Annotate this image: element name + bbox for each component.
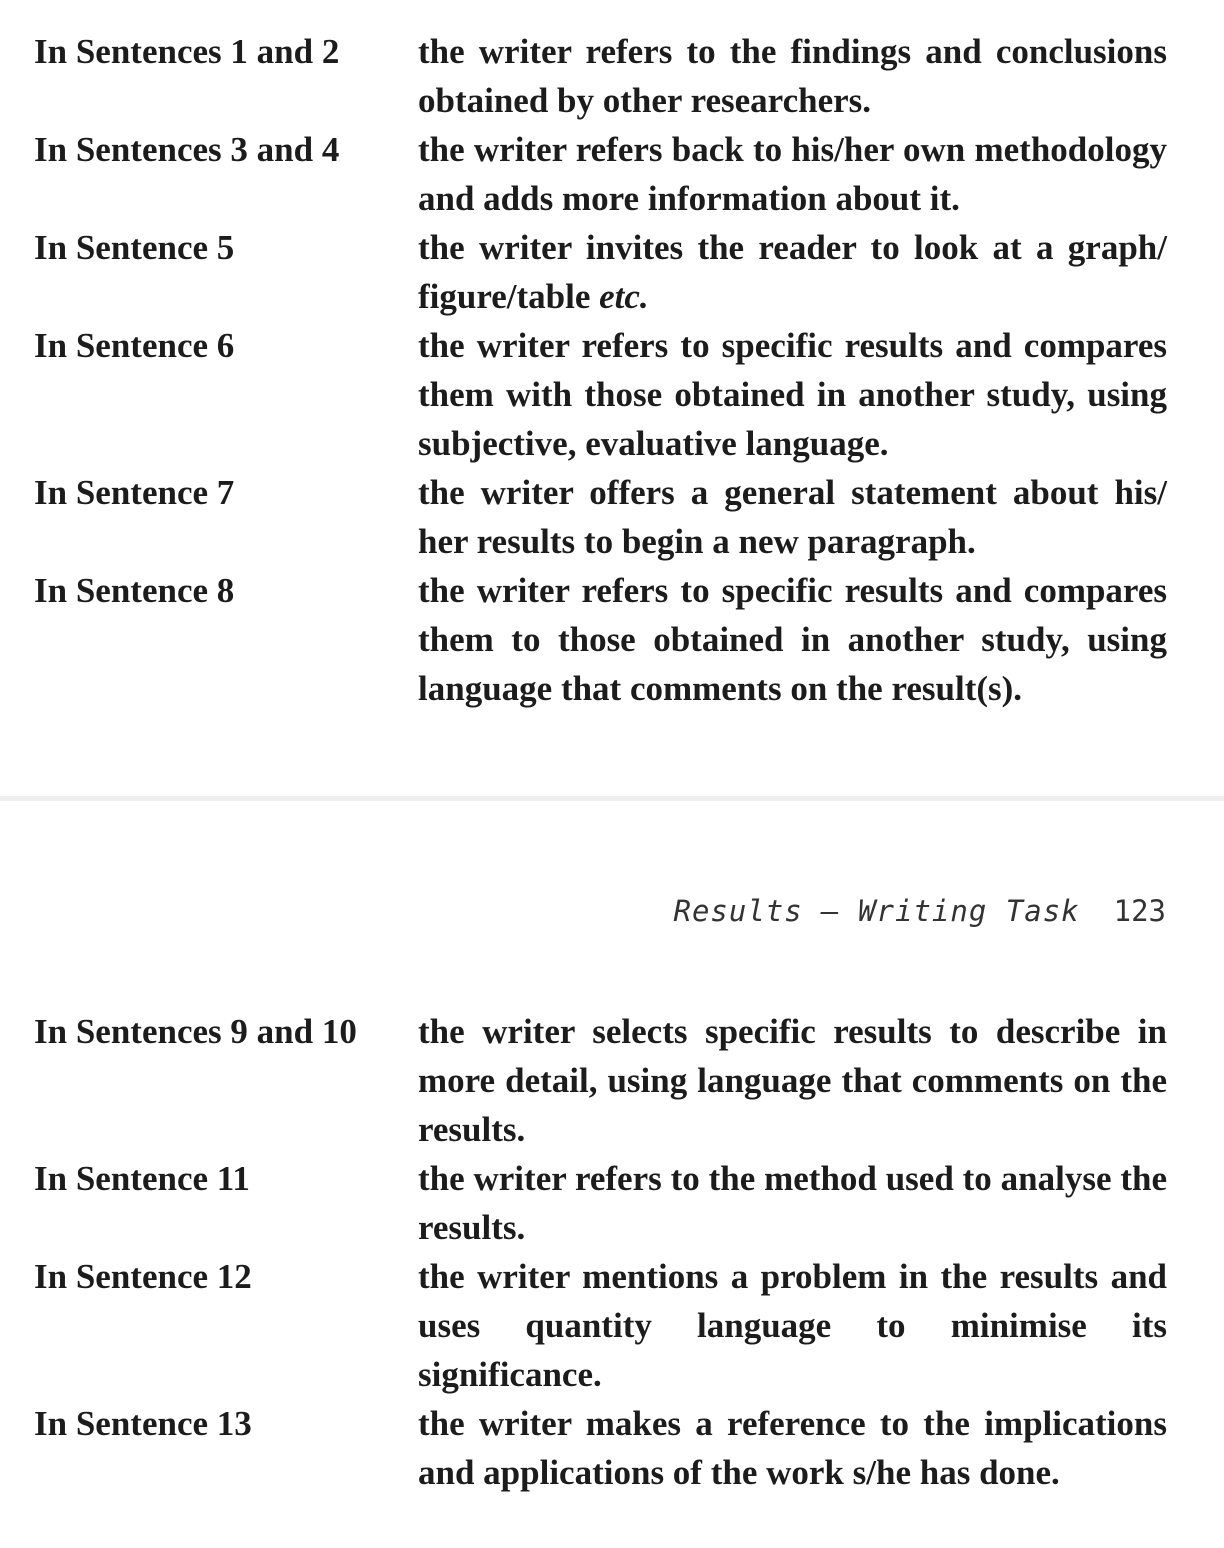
sentence-label: In Sentences 3 and 4 xyxy=(34,130,340,169)
sentence-text: the writer invites the reader to look at a graph/ figure/table xyxy=(418,228,1167,316)
running-head xyxy=(674,894,1167,928)
page-number: 123 xyxy=(1113,894,1166,928)
sentence-label: In Sentences 9 and 10 xyxy=(34,1012,357,1051)
sentence-description: the writer refers back to his/her own methodology and adds more information about it. xyxy=(418,130,1167,218)
sentence-text-italic: etc. xyxy=(599,277,649,316)
sentence-description: the writer offers a general statement about his/ her results to begin a new paragraph. xyxy=(418,473,1167,561)
sentence-list xyxy=(0,27,1224,713)
sentence-label: In Sentence 5 xyxy=(34,228,235,267)
sentence-description: the writer mentions a problem in the results and uses quantity language to minimise its significance. xyxy=(418,1257,1167,1394)
sentence-row xyxy=(0,1252,1224,1399)
sentence-row xyxy=(0,468,1224,566)
sentence-description: the writer refers to specific results and compares them to those obtained in another study, using language that comments on the result(s). xyxy=(418,571,1167,708)
sentence-label: In Sentence 7 xyxy=(34,473,235,512)
running-head-title: Results — Writing Task xyxy=(673,894,1080,928)
sentence-description xyxy=(418,223,1167,321)
sentence-description: the writer refers to the method used to analyse the results. xyxy=(418,1159,1167,1247)
sentence-label: In Sentence 6 xyxy=(34,326,235,365)
sentence-list xyxy=(0,1007,1224,1497)
sentence-description: the writer selects specific results to describe in more detail, using language that comments on the results. xyxy=(418,1012,1167,1149)
page-divider xyxy=(0,796,1224,801)
sentence-row xyxy=(0,566,1224,713)
sentence-row xyxy=(0,321,1224,468)
sentence-label: In Sentence 13 xyxy=(34,1404,252,1443)
sentence-row xyxy=(0,1154,1224,1252)
sentence-label: In Sentences 1 and 2 xyxy=(34,32,340,71)
sentence-label: In Sentence 8 xyxy=(34,571,235,610)
sentence-row xyxy=(0,223,1224,321)
sentence-row xyxy=(0,1399,1224,1497)
sentence-label: In Sentence 12 xyxy=(34,1257,252,1296)
sentence-description: the writer refers to the findings and conclusions obtained by other researchers. xyxy=(418,32,1167,120)
sentence-row xyxy=(0,1007,1224,1154)
sentence-row xyxy=(0,125,1224,223)
sentence-description: the writer makes a reference to the implications and applications of the work s/he has done. xyxy=(418,1404,1167,1492)
sentence-description: the writer refers to specific results and compares them with those obtained in another study, using subjective, evaluative language. xyxy=(418,326,1167,463)
sentence-label: In Sentence 11 xyxy=(34,1159,250,1198)
sentence-row xyxy=(0,27,1224,125)
page-bottom xyxy=(0,802,1224,1548)
